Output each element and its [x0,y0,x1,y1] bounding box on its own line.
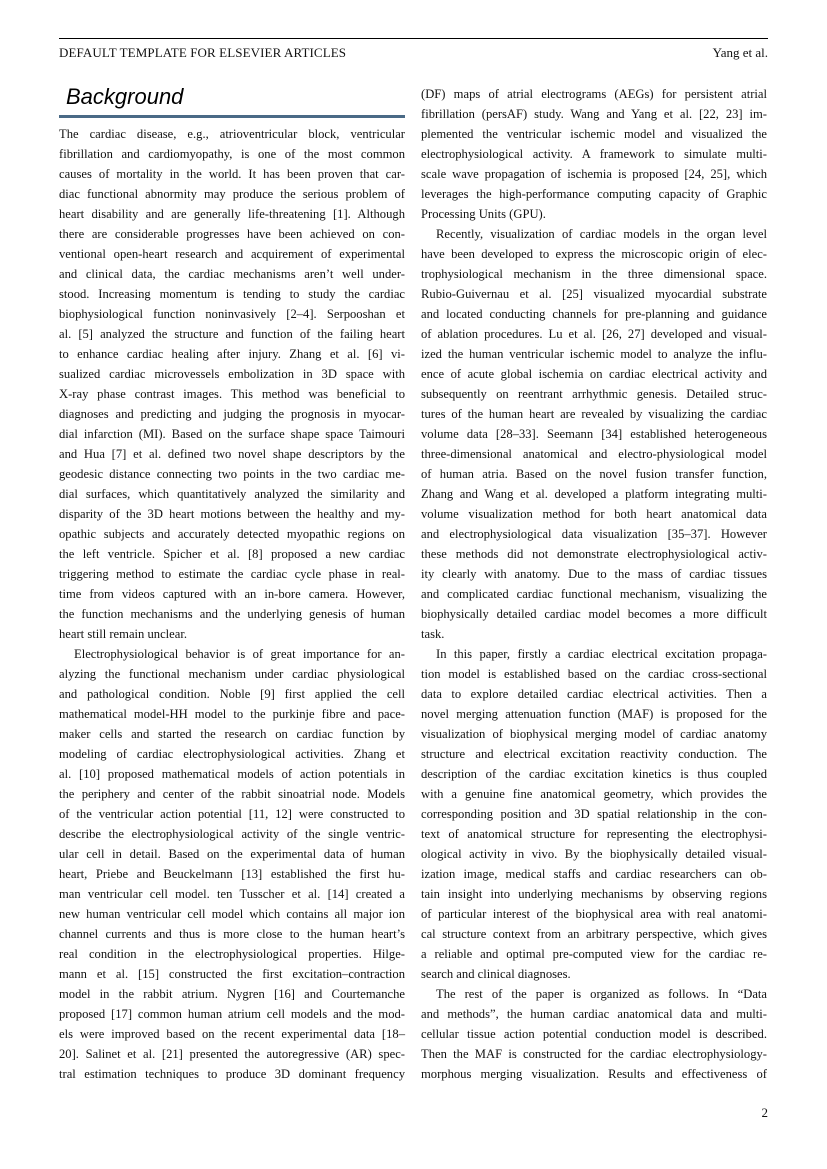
text-line: tral estimation techniques to produce 3D dominant frequency [59,1067,405,1081]
text-line: modeling of cardiac electrophysiological activities. Zhang et [59,747,405,761]
text-line: al. [10] proposed mathematical models of action potentials in [59,767,405,781]
text-line: ological activity in vivo. By the biophysically detailed visual- [421,847,767,861]
page-number: 2 [761,1105,768,1120]
text-line: description of the cardiac excitation kinetics is thus coupled [421,767,767,781]
text-line: ization image, medical staffs and cardiac researchers can ob- [421,867,767,881]
text-line: tures of the human heart are revealed by visualizing the cardiac [421,407,767,421]
text-line: three-dimensional anatomical and electro-physiological model [421,447,767,461]
text-line: sualized cardiac microvessels embolization in 3D space with [59,367,405,381]
text-line: and electrophysiological data visualization [35–37]. However [421,527,767,541]
text-line: stood. Increasing momentum is tending to study the cardiac [59,287,405,301]
text-line: scale wave propagation of ischemia is proposed [24, 25], which [421,167,767,181]
text-line: and located conducting channels for pre-planning and guidance [421,307,767,321]
text-line: structure and electrical excitation reactivity conduction. The [421,747,767,761]
text-line: ular cell in detail. Based on the experimental data of human [59,847,405,861]
text-line: X-ray phase contrast images. This method was beneficial to [59,387,405,401]
text-line: fibrillation (persAF) study. Wang and Yang et al. [22, 23] im- [421,107,767,121]
text-line: biophysically detailed cardiac model becomes a more difficult [421,607,767,621]
text-line: Zhang and Wang et al. developed a platform integrating multi- [421,487,767,501]
text-line: The cardiac disease, e.g., atrioventricular block, ventricular [59,127,405,141]
text-line: search and clinical diagnoses. [421,967,571,981]
text-line: ized the human ventricular ischemic model to analyze the influ- [421,347,767,361]
text-line: new human ventricular cell model which contains all major ion [59,907,405,921]
text-line: corresponding position and 3D spatial relationship in the con- [421,807,767,821]
text-line: dial infarction (MI). Based on the surface shape space Taimouri [59,427,405,441]
text-line: heart disability and are generally life-threatening [1]. Although [59,207,405,221]
text-line: (DF) maps of atrial electrograms (AEGs) for persistent atrial [421,87,767,101]
text-line: opathic subjects and accurately detected myopathic regions on [59,527,405,541]
text-line: diagnoses and predicting and judging the prognosis in myocar- [59,407,405,421]
text-line: Recently, visualization of cardiac models in the organ level [436,227,767,241]
text-line: the periphery and center of the rabbit sinoatrial node. Models [59,787,405,801]
text-line: els were improved based on the recent experimental data [18– [59,1027,405,1041]
text-line: time from videos captured with an in-bore camera. However, [59,587,405,601]
text-line: proposed [17] common human atrium cell models and the mod- [59,1007,405,1021]
text-line: novel merging attenuation function (MAF) is proposed for the [421,707,767,721]
text-line: channel currents and thus is more close to the human heart’s [59,927,405,941]
text-line: morphous merging visualization. Results and effectiveness of [421,1067,767,1081]
text-line: of the ventricular action potential [11, 12] were constructed to [59,807,405,821]
text-line: and complicated cardiac functional mechanism, visualizing the [421,587,767,601]
text-line: cellular tissue action potential conduction model is described. [421,1027,767,1041]
text-line: to enhance cardiac healing after injury. Zhang et al. [6] vi- [59,347,405,361]
running-header [59,38,768,60]
text-line: and Hua [7] et al. defined two novel shape descriptors by the [59,447,405,461]
journal-template-label: DEFAULT TEMPLATE FOR ELSEVIER ARTICLES [59,45,347,60]
text-line: model in the rabbit atrium. Nygren [16] and Courtemanche [59,987,405,1001]
text-line: disparity of the 3D heart motions between the healthy and my- [59,507,405,521]
text-line: heart still remain unclear. [59,627,187,641]
text-line: plemented the ventricular ischemic model and visualized the [421,127,767,141]
text-line: the function mechanisms and the underlying genesis of human [59,607,405,621]
text-line: alyzing the functional mechanism under cardiac physiological [59,667,405,681]
text-line: of particular interest of the biophysical area with real anatomi- [421,907,767,921]
text-line: causes of mortality in the world. It has been proven that car- [59,167,405,181]
text-line: a reliable and optimal pre-computed view for the cardiac re- [421,947,767,961]
text-line: visualization of biophysical merging model of cardiac anatomy [421,727,767,741]
text-line: volume data [28–33]. Seemann [34] established heterogeneous [421,427,767,441]
text-line: The rest of the paper is organized as follows. In “Data [436,987,767,1001]
text-line: with a genuine fine anatomical geometry, which provides the [421,787,767,801]
text-line: Rubio-Guivernau et al. [25] visualized myocardial substrate [421,287,767,301]
section-heading: Background [66,84,184,109]
text-line: there are considerable progresses have been achieved on con- [59,227,405,241]
text-line: and methods”, the human cardiac anatomical data and multi- [421,1007,767,1021]
author-running-head: Yang et al. [712,45,768,60]
text-line: of ablation procedures. Lu et al. [26, 27] developed and visual- [421,327,767,341]
text-line: 20]. Salinet et al. [21] presented the autoregressive (AR) spec- [59,1047,405,1061]
text-line: In this paper, firstly a cardiac electrical excitation propaga- [436,647,767,661]
text-line: man ventricular cell model. ten Tusscher et al. [14] created a [59,887,405,901]
text-line: Processing Units (GPU). [421,207,546,221]
text-line: ence of acute global ischemia on cardiac electrical activity and [421,367,767,381]
text-line: describe the electrophysiological activity of the single ventric- [59,827,405,841]
text-line: of human atria. Based on the novel fusion transfer function, [421,467,767,481]
text-line: data to explore detailed cardiac electrical activities. Then a [421,687,767,701]
text-line: geodesic distance connecting two points in the two cardiac me- [59,467,405,481]
text-line: have been developed to express the microscopic origin of elec- [421,247,767,261]
text-line: leverages the high-performance computing capacity of Graphic [421,187,767,201]
text-line: diac functional abnormity may produce the serious problem of [59,187,405,201]
text-line: the left ventricle. Spicher et al. [8] proposed a new cardiac [59,547,405,561]
text-line: tain insight into underlying mechanisms by observing regions [421,887,767,901]
text-line: tion model is established based on the cardiac cross-sectional [421,667,767,681]
text-line: mann et al. [15] constructed the first excitation–contraction [59,967,405,981]
text-line: and pathological condition. Noble [9] first applied the cell [59,687,405,701]
text-line: triggering method to estimate the cardiac cycle phase in real- [59,567,405,581]
text-line: heart, Priebe and Beuckelmann [13] established the first hu- [59,867,405,881]
text-line: Then the MAF is constructed for the cardiac electrophysiology- [421,1047,767,1061]
text-line: cal structure context from an arbitrary perspective, which gives [421,927,767,941]
text-line: maker cells and started the research on cardiac function by [59,727,405,741]
text-line: text of anatomical structure for representing the electrophysi- [421,827,767,841]
text-line: ventional open-heart research and acquirement of experimental [59,247,405,261]
text-line: real condition in the electrophysiological properties. Hilge- [59,947,405,961]
text-line: biophysiological function noninvasively [2–4]. Serpooshan et [59,307,405,321]
text-line: task. [421,627,445,641]
text-line: Electrophysiological behavior is of great importance for an- [74,647,405,661]
text-line: these methods did not demonstrate electrophysiological activ- [421,547,767,561]
text-line: and clinical data, the cardiac mechanisms aren’t well under- [59,267,405,281]
text-line: trophysiological mechanism in the three dimensional space. [421,267,767,281]
text-line: dial surfaces, which quantitatively analyzed the similarity and [59,487,405,501]
text-line: mathematical model-HH model to the purkinje fibre and pace- [59,707,405,721]
text-line: al. [5] analyzed the structure and function of the failing heart [59,327,405,341]
text-line: electrophysiological activity. A framework to simulate multi- [421,147,767,161]
text-line: volume visualization method for both heart anatomical data [421,507,767,521]
section-heading-rule [59,115,405,118]
text-line: ity clearly with anatomy. Due to the mass of cardiac tissues [421,567,767,581]
text-line: fibrillation and cardiomyopathy, is one of the most common [59,147,405,161]
text-line: subsequently on reentrant arrhythmic genesis. Detailed struc- [421,387,767,401]
